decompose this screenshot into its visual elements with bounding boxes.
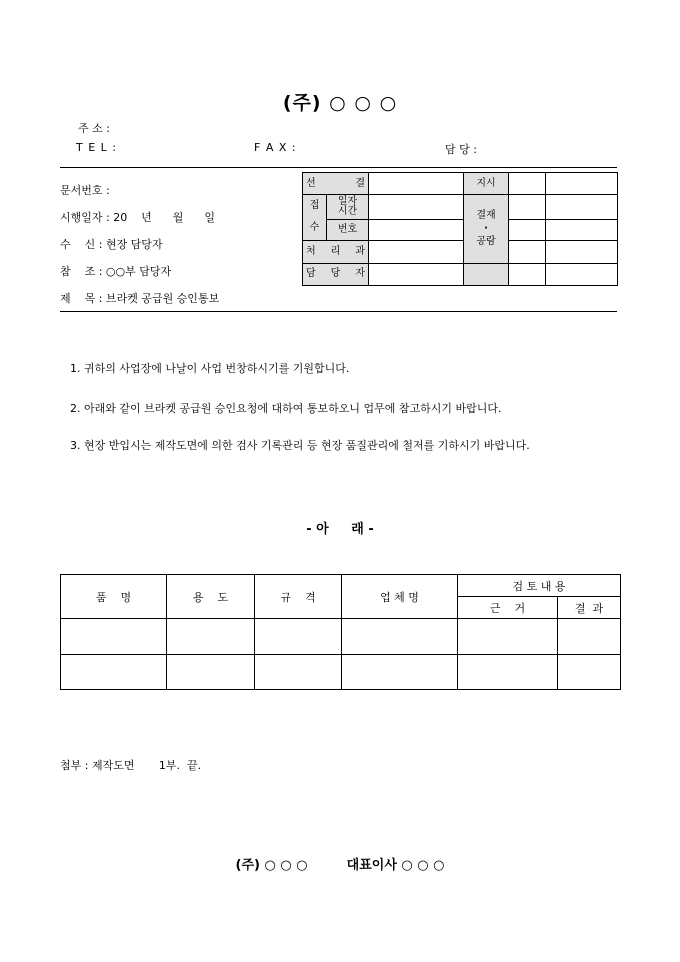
directive-cell-2 <box>546 173 618 195</box>
address-label: 주 소 : <box>78 122 110 135</box>
below-heading: - 아 래 - <box>306 522 374 537</box>
paragraph-1: 1. 귀하의 사업장에 나날이 사업 번창하시기를 기원합니다. <box>70 362 350 375</box>
col-basis: 근 거 <box>458 597 558 619</box>
document-title: (주) ○ ○ ○ <box>282 92 398 114</box>
directive-label: 지시 <box>464 173 509 195</box>
review-cell-3b <box>546 240 618 263</box>
processing-cell <box>369 240 464 263</box>
table-row <box>61 619 621 654</box>
seon-gyeol-cell <box>369 173 464 195</box>
doc-number: 문서번호 : <box>60 184 110 197</box>
in-charge-label: 담 당 자 <box>303 263 369 285</box>
in-charge-cell <box>369 263 464 285</box>
processing-label: 처 리 과 <box>303 240 369 263</box>
header-divider <box>60 167 617 168</box>
review-cell-1b <box>546 195 618 220</box>
datetime-cell <box>369 195 464 220</box>
in-charge-cell-2 <box>509 263 546 285</box>
fax-label: F A X : <box>254 141 297 154</box>
recipient: 수 신 : 현장 담당자 <box>60 238 163 251</box>
review-cell-2b <box>546 220 618 240</box>
paragraph-2: 2. 아래와 같이 브라켓 공급원 승인요청에 대하여 통보하오니 업무에 참고하시기 바랍니다. <box>70 402 502 415</box>
col-item-name: 품 명 <box>61 575 167 619</box>
subject: 제 목 : 브라켓 공급원 승인통보 <box>60 292 220 305</box>
review-cell-1a <box>509 195 546 220</box>
col-vendor: 업 체 명 <box>342 575 458 619</box>
footer-signature <box>0 854 680 873</box>
footer-company: (주) ○ ○ ○ <box>235 858 308 873</box>
in-charge-cell-3 <box>546 263 618 285</box>
number-label: 번호 <box>327 220 369 240</box>
paragraph-3: 3. 현장 반입시는 제작도면에 의한 검사 기록관리 등 현장 품질관리에 철저를 기하시기 바랍니다. <box>70 439 530 452</box>
col-review: 검 토 내 용 <box>458 575 621 597</box>
info-divider <box>60 311 617 312</box>
seon-gyeol-label: 선 결 <box>303 173 369 195</box>
col-usage: 용 도 <box>167 575 255 619</box>
col-spec: 규 격 <box>255 575 342 619</box>
directive-cell-1 <box>509 173 546 195</box>
issue-date: 시행일자 : 20 년 월 일 <box>60 211 216 224</box>
reference: 참 조 : ○○부 담당자 <box>60 265 172 278</box>
number-cell <box>369 220 464 240</box>
approval-table <box>302 172 618 286</box>
tel-label: T E L : <box>76 141 117 154</box>
items-table <box>60 574 621 690</box>
col-result: 결 과 <box>558 597 621 619</box>
reception-label: 접 수 <box>303 195 327 240</box>
manager-label: 담 당 : <box>445 143 477 156</box>
footer-ceo: 대표이사 ○ ○ ○ <box>346 858 445 873</box>
approval-blank-cell <box>464 263 509 285</box>
review-cell-3a <box>509 240 546 263</box>
approval-review-label: 결재 · 공람 <box>464 195 509 264</box>
datetime-label: 일자 시간 <box>327 195 369 220</box>
attachment: 첨부 : 제작도면 1부. 끝. <box>60 759 202 772</box>
review-cell-2a <box>509 220 546 240</box>
table-row <box>61 654 621 689</box>
